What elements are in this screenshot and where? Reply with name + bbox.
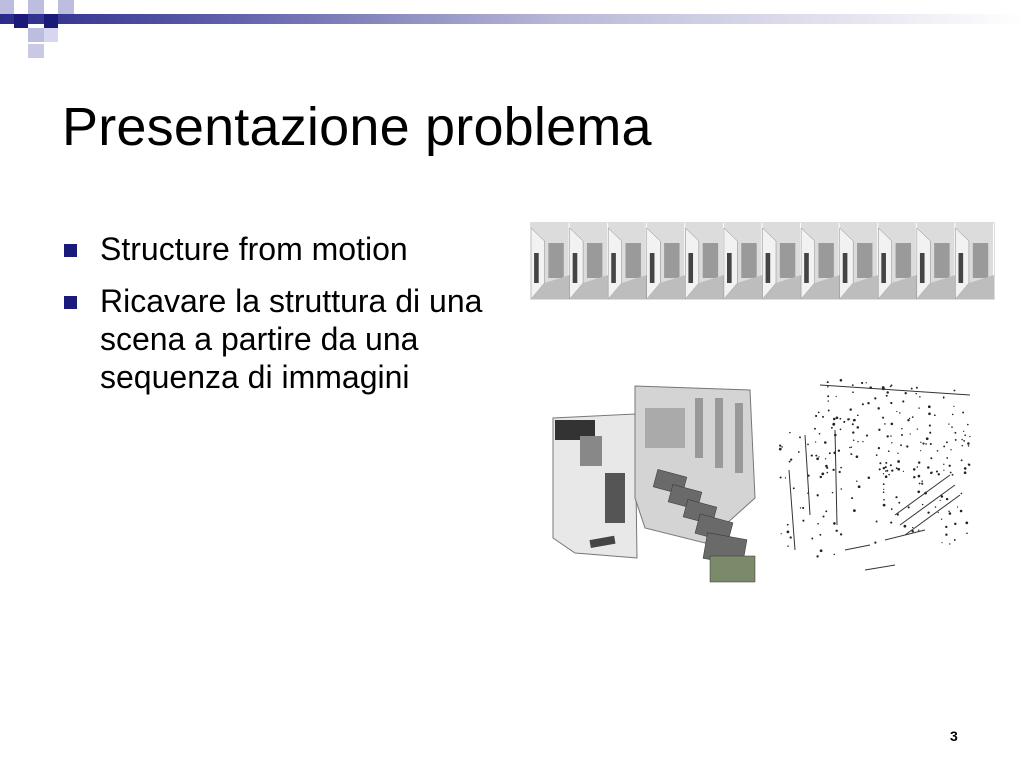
cloud-point [905,392,907,394]
cloud-point [832,492,834,494]
cloud-point [917,490,920,493]
cloud-point [918,530,919,531]
cloud-point [816,457,819,460]
cloud-point [903,471,904,472]
sequence-frame [724,223,763,299]
sequence-frame [570,223,609,299]
cloud-point [930,443,932,445]
cloud-point [968,445,969,446]
cloud-point [798,451,800,453]
cloud-point [853,509,856,512]
bullet-list [62,230,502,410]
cloud-point [900,444,902,446]
bullet-item [62,230,502,268]
cloud-point [878,429,880,431]
cloud-point [922,443,924,445]
cloud-point [851,446,852,447]
cloud-point [825,510,827,512]
cloud-point [789,432,790,433]
cloud-point [839,471,841,473]
cloud-point [927,466,930,469]
cloud-point [967,424,969,426]
cloud-point [964,434,966,436]
cloud-point [818,456,819,457]
cloud-point [919,483,921,485]
cloud-point [950,472,952,474]
cloud-point [911,388,913,390]
cloud-point [913,468,916,471]
cloud-point [897,460,900,463]
cloud-point [827,395,829,397]
point-cloud-image [775,375,975,585]
cloud-point [877,407,879,409]
cloud-point [814,428,816,430]
cloud-point [876,521,878,523]
cloud-point [943,397,945,399]
cloud-point [952,474,954,476]
cloud-point [866,435,868,437]
cloud-point [876,454,878,456]
cloud-point [856,455,859,458]
cloud-point [833,418,836,421]
cloud-point [951,426,953,428]
cloud-point [930,472,932,474]
cloud-point [888,474,890,476]
cloud-point [793,487,795,489]
bullet-square-icon [64,244,77,257]
cloud-point [961,459,963,461]
cloud-point [785,477,786,478]
cloud-point [949,543,950,544]
cloud-point [825,465,828,468]
cloud-point [928,405,931,408]
cloud-point [780,476,782,478]
cloud-point [891,508,893,510]
cloud-point [957,506,958,507]
cloud-point [861,382,863,384]
cloud-point [828,410,830,412]
cloud-point [961,439,962,440]
cloud-point [964,467,967,470]
cloud-point [965,522,968,525]
cloud-point [862,441,863,442]
cloud-point [851,497,853,499]
cloud-point [816,555,818,557]
cloud-point [831,427,833,429]
sequence-frame [878,223,917,299]
cloud-point [836,530,838,532]
cloud-point [916,387,918,389]
bullet-text: Ricavare la struttura di una scena a partire da una sequenza di immagini [100,283,483,395]
cloud-point [885,470,886,471]
cloud-point [852,423,854,425]
cloud-point [930,457,932,459]
cloud-point [885,462,887,464]
cloud-point [950,449,951,450]
bullet-item [62,282,502,396]
cloud-point [883,467,885,469]
cloud-point [790,536,792,538]
cloud-point [886,391,888,393]
cloud-point [849,418,850,419]
cloud-point [821,473,824,476]
cloud-point [961,493,963,495]
decor-square [44,14,58,28]
cloud-point [902,400,904,402]
cloud-point [781,533,782,534]
cloud-point [890,435,891,436]
cloud-point [891,469,893,471]
cloud-point [949,465,951,467]
cloud-point [790,458,792,460]
cloud-point [962,445,964,447]
cloud-point [896,411,897,412]
cloud-point [838,450,840,452]
cloud-point [856,481,857,482]
cloud-point [883,491,885,493]
cloud-point [883,504,886,507]
cloud-point [890,522,892,524]
cloud-point [802,520,804,522]
cloud-point [918,475,921,478]
cloud-point [966,533,968,535]
cloud-point [912,527,913,528]
sequence-frame [801,223,840,299]
cloud-point [827,472,829,474]
cloud-point [897,468,900,471]
cloud-point [937,450,939,452]
cloud-point [895,496,897,498]
cloud-point [840,418,842,420]
cloud-point [929,425,931,427]
decor-square [14,14,28,28]
slide-title: Presentazione problema [62,97,652,157]
cloud-point [926,437,929,440]
cloud-point [862,403,864,405]
cloud-point [901,434,903,436]
cloud-point [952,414,954,416]
cloud-point [904,525,907,528]
cloud-point [883,499,885,501]
cloud-point [840,379,843,382]
cloud-point [948,510,950,512]
cloud-point [815,455,817,457]
cloud-point [886,470,888,472]
cloud-point [857,426,860,429]
cloud-point [927,511,929,513]
cloud-point [968,463,969,464]
cloud-point [832,469,834,471]
cloud-point [802,507,804,509]
cloud-point [852,431,854,433]
cloud-point [811,455,813,457]
decor-square [28,44,44,58]
cloud-point [946,457,948,459]
cloud-point [910,433,911,434]
cloud-point [867,402,869,404]
cloud-point [852,391,854,393]
cloud-point [941,542,942,543]
cloud-point [882,417,884,419]
cloud-point [908,506,910,508]
cloud-point [879,468,881,470]
cloud-point [943,464,944,465]
cloud-point [779,448,782,451]
cloud-point [943,470,944,471]
cloud-point [948,423,949,424]
cloud-point [822,515,824,517]
cloud-point [885,475,888,478]
decor-square [28,0,44,14]
cloud-point [840,429,842,431]
cloud-point [819,534,821,536]
cloud-point [896,467,898,469]
cloud-point [879,462,881,464]
cloud-point [883,473,884,474]
cloud-point [934,414,936,416]
cloud-point [940,500,941,501]
sequence-frame [685,223,724,299]
cloud-point [827,386,829,388]
cloud-point [833,423,836,426]
cloud-point [849,447,850,448]
cloud-point [954,390,956,392]
cloud-point [897,453,898,454]
cloud-point [891,423,894,426]
cloud-point [787,531,790,534]
cloud-point [819,433,821,435]
cloud-point [969,436,970,437]
cloud-point [883,483,885,485]
cloud-point [807,444,809,446]
cloud-point [928,412,931,415]
cloud-point [938,473,940,475]
cloud-point [901,428,902,429]
cloud-point [945,534,947,536]
cloud-point [967,442,970,445]
cloud-point [868,476,871,479]
cloud-point [920,442,921,443]
cloud-point [946,498,948,500]
cloud-point [817,494,819,496]
image-sequence-strip [530,222,995,300]
bullet-square-icon [64,296,77,309]
cloud-point [850,453,852,455]
cloud-point [915,393,917,395]
sequence-frame [840,223,879,299]
cloud-point [840,467,842,469]
cloud-point [953,406,954,407]
cloud-point [943,445,945,447]
cloud-point [828,400,829,401]
cloud-point [888,450,890,452]
cloud-point [918,407,919,408]
cloud-point [907,419,909,421]
cloud-point [882,386,885,389]
cloud-point [929,432,931,434]
cloud-point [917,466,919,468]
cloud-point [853,439,855,441]
cloud-point [843,421,845,423]
cloud-point [836,396,837,397]
sequence-frame [917,223,956,299]
cloud-point [833,554,835,556]
cloud-point [840,533,842,535]
cloud-point [789,461,791,463]
cloud-point [787,545,789,547]
cloud-point [857,414,859,416]
cloud-point [954,432,956,434]
decor-square [0,0,14,14]
cloud-point [853,419,856,422]
cloud-point [890,402,892,404]
cloud-point [849,408,851,410]
cloud-point [921,480,923,482]
cloud-point [960,510,963,513]
cloud-point [847,418,849,420]
cloud-point [963,431,964,432]
cloud-point [913,476,915,478]
cloud-point [866,382,867,383]
cloud-point [922,504,923,505]
cloud-point [836,416,839,419]
cloud-point [919,396,921,398]
cloud-point [890,386,892,388]
cloud-point [824,441,827,444]
cloud-point [884,423,886,425]
cloud-point [921,483,923,485]
cloud-point [818,412,820,414]
sequence-frame [763,223,802,299]
cloud-point [918,461,920,463]
cloud-point [912,416,914,418]
cloud-point [825,458,826,459]
cloud-point [878,447,880,449]
cloud-point [891,442,892,443]
page-number: 3 [950,728,958,744]
cloud-point [787,524,789,526]
cloud-point [954,539,956,541]
cloud-point [874,397,876,399]
cloud-point [886,395,888,397]
cloud-point [820,476,822,478]
decor-square [58,0,74,14]
cloud-point [874,542,876,544]
cloud-point [963,440,965,442]
decor-square [44,28,58,42]
cloud-point [800,507,801,508]
sequence-frame [955,223,994,299]
cloud-point [899,412,900,413]
sequence-frame [608,223,647,299]
sequence-frame [647,223,686,299]
cloud-point [799,436,801,438]
cloud-point [815,441,816,442]
cloud-point [820,549,823,552]
decor-square [28,28,44,42]
reconstructed-scene-image [545,378,760,583]
cloud-point [779,445,781,447]
cloud-point [822,416,824,418]
cloud-point [936,470,938,472]
cloud-point [962,412,964,414]
cloud-point [887,435,889,437]
cloud-point [781,446,783,448]
cloud-point [906,445,908,447]
cloud-point [954,523,956,525]
cloud-point [938,512,939,513]
cloud-point [852,384,854,386]
cloud-point [817,523,819,525]
cloud-point [829,452,831,454]
sequence-frame [531,223,570,299]
cloud-point [935,506,937,508]
cloud-point [955,439,957,441]
cloud-point [857,441,858,442]
cloud-point [917,428,918,429]
cloud-point [909,418,910,419]
cloud-point [815,415,817,417]
cloud-point [858,485,861,488]
cloud-point [883,489,884,490]
cloud-point [890,464,892,466]
cloud-point [925,443,927,445]
cloud-point [964,471,967,474]
cloud-point [920,450,921,451]
cloud-point [949,512,952,515]
cloud-point [841,488,843,490]
cloud-point [833,522,836,525]
cloud-point [945,526,947,528]
header-gradient-bar [0,14,1024,24]
cloud-point [941,519,942,520]
cloud-point [811,538,813,540]
cloud-point [898,502,900,504]
cloud-point [827,381,829,383]
cloud-point [946,441,948,443]
bullet-text: Structure from motion [100,231,408,267]
